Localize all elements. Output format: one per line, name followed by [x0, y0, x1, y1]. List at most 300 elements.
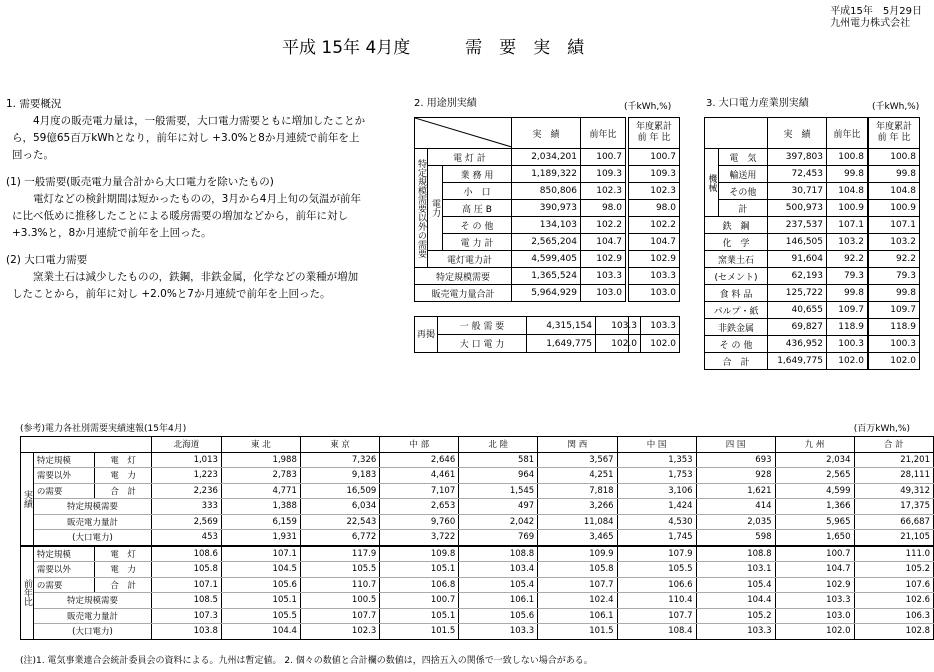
ref-row-sublabel: 合 計: [95, 577, 152, 593]
industry-row-label: 鉄 鋼: [705, 217, 768, 234]
industry-row-cum: 100.9: [869, 200, 920, 217]
industry-row-label: 輸送用: [718, 166, 767, 183]
usage-corner: [415, 118, 512, 149]
ref-row: [21, 514, 934, 530]
ref-cell: 2,042: [459, 514, 538, 530]
title-main: 需 要 実 績: [465, 38, 585, 58]
reference-unit: (百万kWh,%): [853, 424, 910, 434]
ref-cell: 2,565: [775, 468, 854, 484]
ref-cell: 104.4: [221, 624, 300, 640]
ref-cell: 1,545: [459, 483, 538, 499]
usage-group-label: 特定規模需要以外の需要: [415, 149, 428, 268]
ref-row: [21, 624, 934, 640]
ref-cell: 2,653: [380, 499, 459, 515]
usage-row-label: 販売電力量合計: [415, 285, 512, 302]
usage-row-cum: 103.3: [629, 268, 680, 285]
reference-heading: (参考)電力各社別需要実績速報(15年4月): [20, 424, 187, 434]
usage-row-cum: 102.9: [629, 251, 680, 268]
ref-cell: 117.9: [300, 546, 379, 562]
company-header: 中 国: [617, 437, 696, 453]
ref-row-label: 特定規模: [33, 452, 94, 468]
ref-cell: 107.7: [538, 577, 617, 593]
industry-row-yoy: 100.9: [827, 200, 868, 217]
usage-row-actual: 134,103: [512, 217, 581, 234]
ref-cell: 105.8: [152, 562, 222, 578]
ref-row: [21, 499, 934, 515]
ref-cell: 106.1: [459, 593, 538, 609]
ref-cell: 11,084: [538, 514, 617, 530]
industry-row-cum: 79.3: [869, 268, 920, 285]
ref-cell: 6,159: [221, 514, 300, 530]
ref-cell: 103.8: [152, 624, 222, 640]
industry-row-cum: 118.9: [869, 319, 920, 336]
ref-row-label: 需要以外: [33, 468, 94, 484]
industry-row-yoy: 118.9: [827, 319, 868, 336]
industry-row-label: パルプ・紙: [705, 302, 768, 319]
ref-cell: 1,621: [696, 483, 775, 499]
ref-cell: 1,388: [221, 499, 300, 515]
industry-row-label: 電 気: [718, 149, 767, 166]
industry-row-yoy: 92.2: [827, 251, 868, 268]
power-label: 電力: [428, 166, 443, 251]
ref-cell: 104.7: [775, 562, 854, 578]
ref-row: [21, 546, 934, 562]
ref-cell: 102.6: [854, 593, 934, 609]
usage-row-yoy: 103.0: [581, 285, 626, 302]
usage-row-cum: 98.0: [629, 200, 680, 217]
relisted-label: 再掲: [415, 317, 438, 353]
industry-row-label: そ の 他: [705, 336, 768, 353]
usage-row-cum: 102.3: [629, 183, 680, 200]
ref-block-label: 前年比: [21, 546, 34, 640]
ref-cell: 107.3: [152, 608, 222, 624]
company-header: 東 京: [300, 437, 379, 453]
industry-row-yoy: 100.8: [827, 149, 868, 166]
ref-cell: 106.6: [617, 577, 696, 593]
ref-cell: 105.5: [617, 562, 696, 578]
usage-row-actual: 390,973: [512, 200, 581, 217]
ref-cell: 1,013: [152, 452, 222, 468]
report-date: 平成15年 5月29日: [830, 6, 922, 17]
ref-cell: 7,326: [300, 452, 379, 468]
summary-text: 4月度の販売電力量は，一般需要，大口電力需要ともに増加したことから，59億65百万kWhとなり，前年に対し +3.0%と8か月連続で前年を上回った。: [12, 115, 366, 161]
industry-row-actual: 30,717: [768, 183, 827, 200]
usage-row-label: 特定規模需要: [415, 268, 512, 285]
ref-cell: 107.1: [152, 577, 222, 593]
ref-cell: 1,353: [617, 452, 696, 468]
industry-row-cum: 107.1: [869, 217, 920, 234]
ref-cell: 106.3: [854, 608, 934, 624]
ref-cell: 2,035: [696, 514, 775, 530]
diagonal-line: [415, 118, 512, 148]
industry-row-cum: 100.8: [869, 149, 920, 166]
ref-block-label: 実績: [21, 452, 34, 546]
ref-ratio-body: [21, 546, 934, 640]
usage-row-cum: 100.7: [629, 149, 680, 166]
ref-row-label: 特定規模需要: [33, 499, 151, 515]
company-header: 四 国: [696, 437, 775, 453]
industry-row-actual: 237,537: [768, 217, 827, 234]
relisted-row-cum: 103.3: [629, 317, 680, 335]
ref-cell: 598: [696, 530, 775, 546]
ref-cell: 108.4: [617, 624, 696, 640]
industry-table: [704, 117, 868, 370]
ref-cell: 2,646: [380, 452, 459, 468]
usage-row-label: そ の 他: [443, 217, 512, 234]
ref-cell: 108.5: [152, 593, 222, 609]
industry-row-actual: 69,827: [768, 319, 827, 336]
ref-cell: 6,772: [300, 530, 379, 546]
ref-cell: 21,201: [854, 452, 934, 468]
ref-cell: 105.5: [300, 562, 379, 578]
ref-cell: 5,965: [775, 514, 854, 530]
company-header: 関 西: [538, 437, 617, 453]
ref-cell: 108.8: [459, 546, 538, 562]
ref-cell: 108.6: [152, 546, 222, 562]
industry-corner: [705, 118, 768, 149]
col-cum: 年度累計 前 年 比: [629, 118, 680, 149]
industry-row-label: (セメント): [705, 268, 768, 285]
ref-cell: 769: [459, 530, 538, 546]
relisted-row-cum: 102.0: [629, 335, 680, 353]
ref-cell: 107.1: [221, 546, 300, 562]
ref-cell: 2,236: [152, 483, 222, 499]
ref-cell: 110.4: [617, 593, 696, 609]
industry-row-label: 計: [718, 200, 767, 217]
usage-row-cum: 102.2: [629, 217, 680, 234]
ref-row-sublabel: 電 力: [95, 468, 152, 484]
ref-cell: 102.4: [538, 593, 617, 609]
ref-cell: 17,375: [854, 499, 934, 515]
usage-row-label: 電 灯 計: [428, 149, 512, 166]
col-cum: 年度累計 前 年 比: [869, 118, 920, 149]
ref-cell: 105.4: [459, 577, 538, 593]
usage-row-actual: 5,964,929: [512, 285, 581, 302]
ref-cell: 101.5: [380, 624, 459, 640]
ref-cell: 3,567: [538, 452, 617, 468]
col-actual: 実 績: [768, 118, 827, 149]
ref-row-label: 販売電力量計: [33, 514, 151, 530]
ref-cell: 105.8: [538, 562, 617, 578]
ref-cell: 1,223: [152, 468, 222, 484]
ref-cell: 105.2: [696, 608, 775, 624]
ref-cell: 497: [459, 499, 538, 515]
usage-row-actual: 4,599,405: [512, 251, 581, 268]
relisted-row-label: 一 般 需 要: [438, 317, 527, 335]
ref-cell: 105.1: [380, 608, 459, 624]
ref-cell: 102.8: [854, 624, 934, 640]
ref-cell: 105.6: [221, 577, 300, 593]
ref-cell: 7,818: [538, 483, 617, 499]
summary-section: [6, 96, 366, 303]
industry-heading: 3. 大口電力産業別実績: [706, 98, 809, 109]
ref-row: [21, 468, 934, 484]
general-demand-text: 電灯などの検針期間は短かったものの，3月から4月上旬の気温が前年に比べ低めに推移したことによる暖房需要の増加などから，前年に対し+3.3%と，8か月連続で前年を上回った。: [12, 193, 361, 239]
ref-cell: 109.9: [538, 546, 617, 562]
col-yoy: 前年比: [827, 118, 868, 149]
ref-cell: 964: [459, 468, 538, 484]
usage-row-yoy: 100.7: [581, 149, 626, 166]
ref-row-label: 特定規模: [33, 546, 94, 562]
industry-row-actual: 397,803: [768, 149, 827, 166]
ref-cell: 6,034: [300, 499, 379, 515]
ref-row: [21, 562, 934, 578]
ref-cell: 7,107: [380, 483, 459, 499]
ref-cell: 693: [696, 452, 775, 468]
industry-row-yoy: 104.8: [827, 183, 868, 200]
industry-row-cum: 99.8: [869, 166, 920, 183]
ref-cell: 103.0: [775, 608, 854, 624]
usage-row-actual: 850,806: [512, 183, 581, 200]
industry-row-yoy: 99.8: [827, 285, 868, 302]
ref-cell: 3,266: [538, 499, 617, 515]
ref-cell: 3,722: [380, 530, 459, 546]
usage-row-yoy: 102.3: [581, 183, 626, 200]
relisted-row-actual: 4,315,154: [527, 317, 596, 335]
ref-cell: 100.7: [380, 593, 459, 609]
company-header: 北海道: [152, 437, 222, 453]
title-period: 平成 15年 4月度: [282, 38, 411, 58]
machine-label: 機械: [705, 149, 719, 217]
industry-row-cum: 100.3: [869, 336, 920, 353]
usage-row-actual: 1,365,524: [512, 268, 581, 285]
ref-cell: 102.9: [775, 577, 854, 593]
industry-cum-table: [868, 117, 920, 370]
industry-row-actual: 72,453: [768, 166, 827, 183]
ref-cell: 107.6: [854, 577, 934, 593]
ref-row-sublabel: 合 計: [95, 483, 152, 499]
usage-row-yoy: 102.9: [581, 251, 626, 268]
industry-row-actual: 436,952: [768, 336, 827, 353]
industry-row-actual: 1,649,775: [768, 353, 827, 370]
general-demand-heading: (1) 一般需要(販売電力量合計から大口電力を除いたもの): [6, 176, 274, 188]
ref-cell: 107.9: [617, 546, 696, 562]
industry-row-cum: 104.8: [869, 183, 920, 200]
ref-cell: 104.5: [221, 562, 300, 578]
ref-cell: 3,106: [617, 483, 696, 499]
ref-cell: 1,424: [617, 499, 696, 515]
ref-row-sublabel: 電 灯: [95, 452, 152, 468]
ref-cell: 106.8: [380, 577, 459, 593]
ref-cell: 105.4: [696, 577, 775, 593]
header-block: [830, 6, 922, 30]
industry-row-label: 窯業土石: [705, 251, 768, 268]
ref-cell: 414: [696, 499, 775, 515]
industry-row-actual: 40,655: [768, 302, 827, 319]
company-header: 中 部: [380, 437, 459, 453]
usage-heading: 2. 用途別実績: [414, 98, 477, 109]
ref-cell: 66,687: [854, 514, 934, 530]
company-name: 九州電力株式会社: [830, 18, 911, 29]
ref-corner: [21, 437, 152, 453]
summary-heading: 1. 需要概況: [6, 98, 62, 110]
reference-table: [20, 436, 934, 640]
ref-cell: 9,183: [300, 468, 379, 484]
industry-row-yoy: 109.7: [827, 302, 868, 319]
company-header: 北 陸: [459, 437, 538, 453]
ref-cell: 16,509: [300, 483, 379, 499]
industry-row-yoy: 99.8: [827, 166, 868, 183]
ref-cell: 107.7: [300, 608, 379, 624]
col-yoy: 前年比: [581, 118, 626, 149]
ref-row: [21, 577, 934, 593]
industry-row-label: その他: [718, 183, 767, 200]
industry-row-actual: 91,604: [768, 251, 827, 268]
ref-cell: 3,465: [538, 530, 617, 546]
industry-row-actual: 146,505: [768, 234, 827, 251]
relisted-row-actual: 1,649,775: [527, 335, 596, 353]
industry-row-actual: 125,722: [768, 285, 827, 302]
ref-row-label: 特定規模需要: [33, 593, 151, 609]
relisted-row-label: 大 口 電 力: [438, 335, 527, 353]
ref-cell: 105.6: [459, 608, 538, 624]
industry-row-cum: 102.0: [869, 353, 920, 370]
usage-row-yoy: 104.7: [581, 234, 626, 251]
usage-row-cum: 103.0: [629, 285, 680, 302]
footnote: (注)1. 電気事業連合会統計委員会の資料による。九州は暫定値。 2. 個々の数値と合計欄の数値は，四捨五入の関係で一致しない場合がある。: [20, 656, 593, 666]
usage-row-actual: 1,189,322: [512, 166, 581, 183]
ref-row: [21, 530, 934, 546]
ref-cell: 103.4: [459, 562, 538, 578]
ref-cell: 104.4: [696, 593, 775, 609]
ref-cell: 28,111: [854, 468, 934, 484]
usage-row-label: 電 力 計: [443, 234, 512, 251]
relisted-cum-table: [628, 316, 680, 353]
company-header: 東 北: [221, 437, 300, 453]
usage-row-cum: 104.7: [629, 234, 680, 251]
ref-cell: 4,599: [775, 483, 854, 499]
industry-row-yoy: 103.2: [827, 234, 868, 251]
ref-cell: 1,753: [617, 468, 696, 484]
ref-cell: 109.8: [380, 546, 459, 562]
industry-row-cum: 109.7: [869, 302, 920, 319]
ref-cell: 105.1: [380, 562, 459, 578]
industry-row-actual: 500,973: [768, 200, 827, 217]
industry-row-yoy: 107.1: [827, 217, 868, 234]
ref-cell: 333: [152, 499, 222, 515]
ref-cell: 102.3: [300, 624, 379, 640]
ref-cell: 1,650: [775, 530, 854, 546]
ref-cell: 1,988: [221, 452, 300, 468]
usage-row-yoy: 103.3: [581, 268, 626, 285]
ref-cell: 100.5: [300, 593, 379, 609]
usage-row-cum: 109.3: [629, 166, 680, 183]
ref-cell: 4,771: [221, 483, 300, 499]
ref-cell: 107.7: [617, 608, 696, 624]
large-demand-heading: (2) 大口電力需要: [6, 254, 88, 266]
ref-actual-body: [21, 452, 934, 546]
industry-row-actual: 62,193: [768, 268, 827, 285]
ref-cell: 103.1: [696, 562, 775, 578]
industry-row-cum: 99.8: [869, 285, 920, 302]
ref-cell: 103.3: [459, 624, 538, 640]
company-header: 九 州: [775, 437, 854, 453]
ref-cell: 453: [152, 530, 222, 546]
ref-cell: 22,543: [300, 514, 379, 530]
ref-row: [21, 483, 934, 499]
ref-cell: 108.8: [696, 546, 775, 562]
industry-row-label: 化 学: [705, 234, 768, 251]
ref-row-label: (大口電力): [33, 624, 151, 640]
industry-row-cum: 92.2: [869, 251, 920, 268]
ref-cell: 21,105: [854, 530, 934, 546]
ref-row-label: の需要: [33, 483, 94, 499]
usage-cum-table: [628, 117, 680, 302]
ref-row: [21, 452, 934, 468]
ref-cell: 110.7: [300, 577, 379, 593]
ref-cell: 1,366: [775, 499, 854, 515]
ref-cell: 100.7: [775, 546, 854, 562]
relisted-row-yoy: 102.0: [596, 335, 641, 353]
ref-cell: 111.0: [854, 546, 934, 562]
industry-row-yoy: 79.3: [827, 268, 868, 285]
usage-row-yoy: 102.2: [581, 217, 626, 234]
industry-row-cum: 103.2: [869, 234, 920, 251]
usage-table: [414, 117, 626, 302]
industry-row-label: 非鉄金属: [705, 319, 768, 336]
usage-row-label: 業 務 用: [443, 166, 512, 183]
ref-cell: 4,530: [617, 514, 696, 530]
ref-cell: 103.3: [696, 624, 775, 640]
company-header: 合 計: [854, 437, 934, 453]
usage-row-label: 高 圧 B: [443, 200, 512, 217]
industry-row-yoy: 100.3: [827, 336, 868, 353]
ref-cell: 103.3: [775, 593, 854, 609]
ref-cell: 581: [459, 452, 538, 468]
ref-cell: 928: [696, 468, 775, 484]
usage-row-label: 電灯電力計: [428, 251, 512, 268]
ref-cell: 1,931: [221, 530, 300, 546]
industry-unit: (千kWh,%): [872, 102, 920, 112]
ref-cell: 4,251: [538, 468, 617, 484]
ref-row-label: 需要以外: [33, 562, 94, 578]
ref-cell: 105.5: [221, 608, 300, 624]
usage-row-actual: 2,565,204: [512, 234, 581, 251]
usage-row-label: 小 口: [443, 183, 512, 200]
usage-row-actual: 2,034,201: [512, 149, 581, 166]
usage-row-yoy: 109.3: [581, 166, 626, 183]
ref-cell: 101.5: [538, 624, 617, 640]
ref-cell: 105.2: [854, 562, 934, 578]
ref-row: [21, 593, 934, 609]
ref-cell: 4,461: [380, 468, 459, 484]
usage-unit: (千kWh,%): [624, 102, 672, 112]
page-title: [282, 38, 584, 58]
ref-cell: 2,034: [775, 452, 854, 468]
relisted-row-yoy: 103.3: [596, 317, 641, 335]
ref-cell: 106.1: [538, 608, 617, 624]
ref-row-label: の需要: [33, 577, 94, 593]
industry-row-label: 食 料 品: [705, 285, 768, 302]
ref-cell: 1,745: [617, 530, 696, 546]
ref-cell: 102.0: [775, 624, 854, 640]
industry-row-yoy: 102.0: [827, 353, 868, 370]
col-actual: 実 績: [512, 118, 581, 149]
relisted-table: [414, 316, 641, 353]
ref-cell: 49,312: [854, 483, 934, 499]
ref-row-sublabel: 電 力: [95, 562, 152, 578]
ref-cell: 9,760: [380, 514, 459, 530]
ref-cell: 105.1: [221, 593, 300, 609]
ref-cell: 2,783: [221, 468, 300, 484]
industry-row-label: 合 計: [705, 353, 768, 370]
ref-row: [21, 608, 934, 624]
ref-row-label: 販売電力量計: [33, 608, 151, 624]
ref-row-label: (大口電力): [33, 530, 151, 546]
usage-row-yoy: 98.0: [581, 200, 626, 217]
large-demand-text: 窯業土石は減少したものの，鉄鋼，非鉄金属，化学などの業種が増加したことから，前年に対し +2.0%と7か月連続で前年を上回った。: [12, 271, 359, 300]
ref-cell: 2,569: [152, 514, 222, 530]
